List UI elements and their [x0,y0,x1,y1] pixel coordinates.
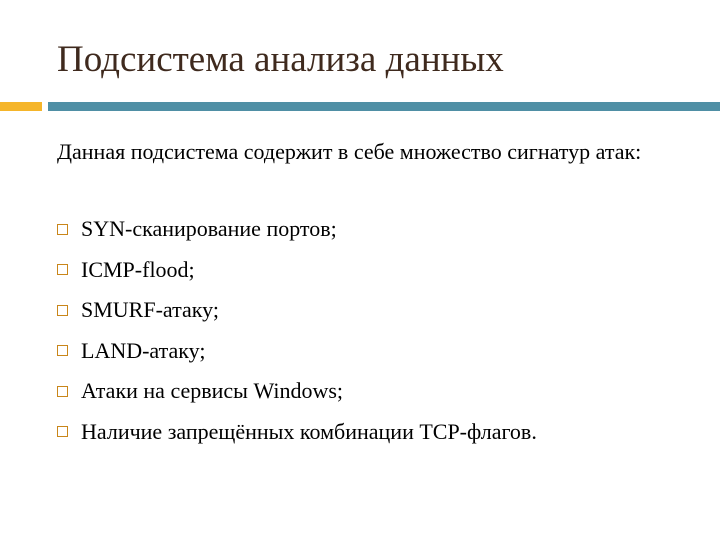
square-bullet-icon [57,224,68,235]
square-bullet-icon [57,305,68,316]
square-bullet-icon [57,426,68,437]
list-item-text: Наличие запрещённых комбинации TCP-флагов. [81,418,537,444]
list-item [57,209,537,250]
list-item-text: SMURF-атаку; [81,297,219,323]
list-item-text: Атаки на сервисы Windows; [81,378,344,404]
list-item-text: ICMP-flood; [81,256,195,282]
title-rule-bar [48,102,720,111]
list-item [57,290,537,331]
intro-paragraph: Данная подсистема содержит в себе множество сигнатур атак: [57,139,642,164]
attack-signature-list [57,209,537,452]
title-accent-bar [0,102,42,111]
square-bullet-icon [57,386,68,397]
list-item [57,412,537,453]
list-item [57,250,537,291]
list-item [57,371,537,412]
list-item-text: SYN-сканирование портов; [81,216,337,242]
square-bullet-icon [57,264,68,275]
list-item [57,331,537,372]
list-item-text: LAND-атаку; [81,337,206,363]
square-bullet-icon [57,345,68,356]
slide-title: Подсистема анализа данных [57,39,504,80]
